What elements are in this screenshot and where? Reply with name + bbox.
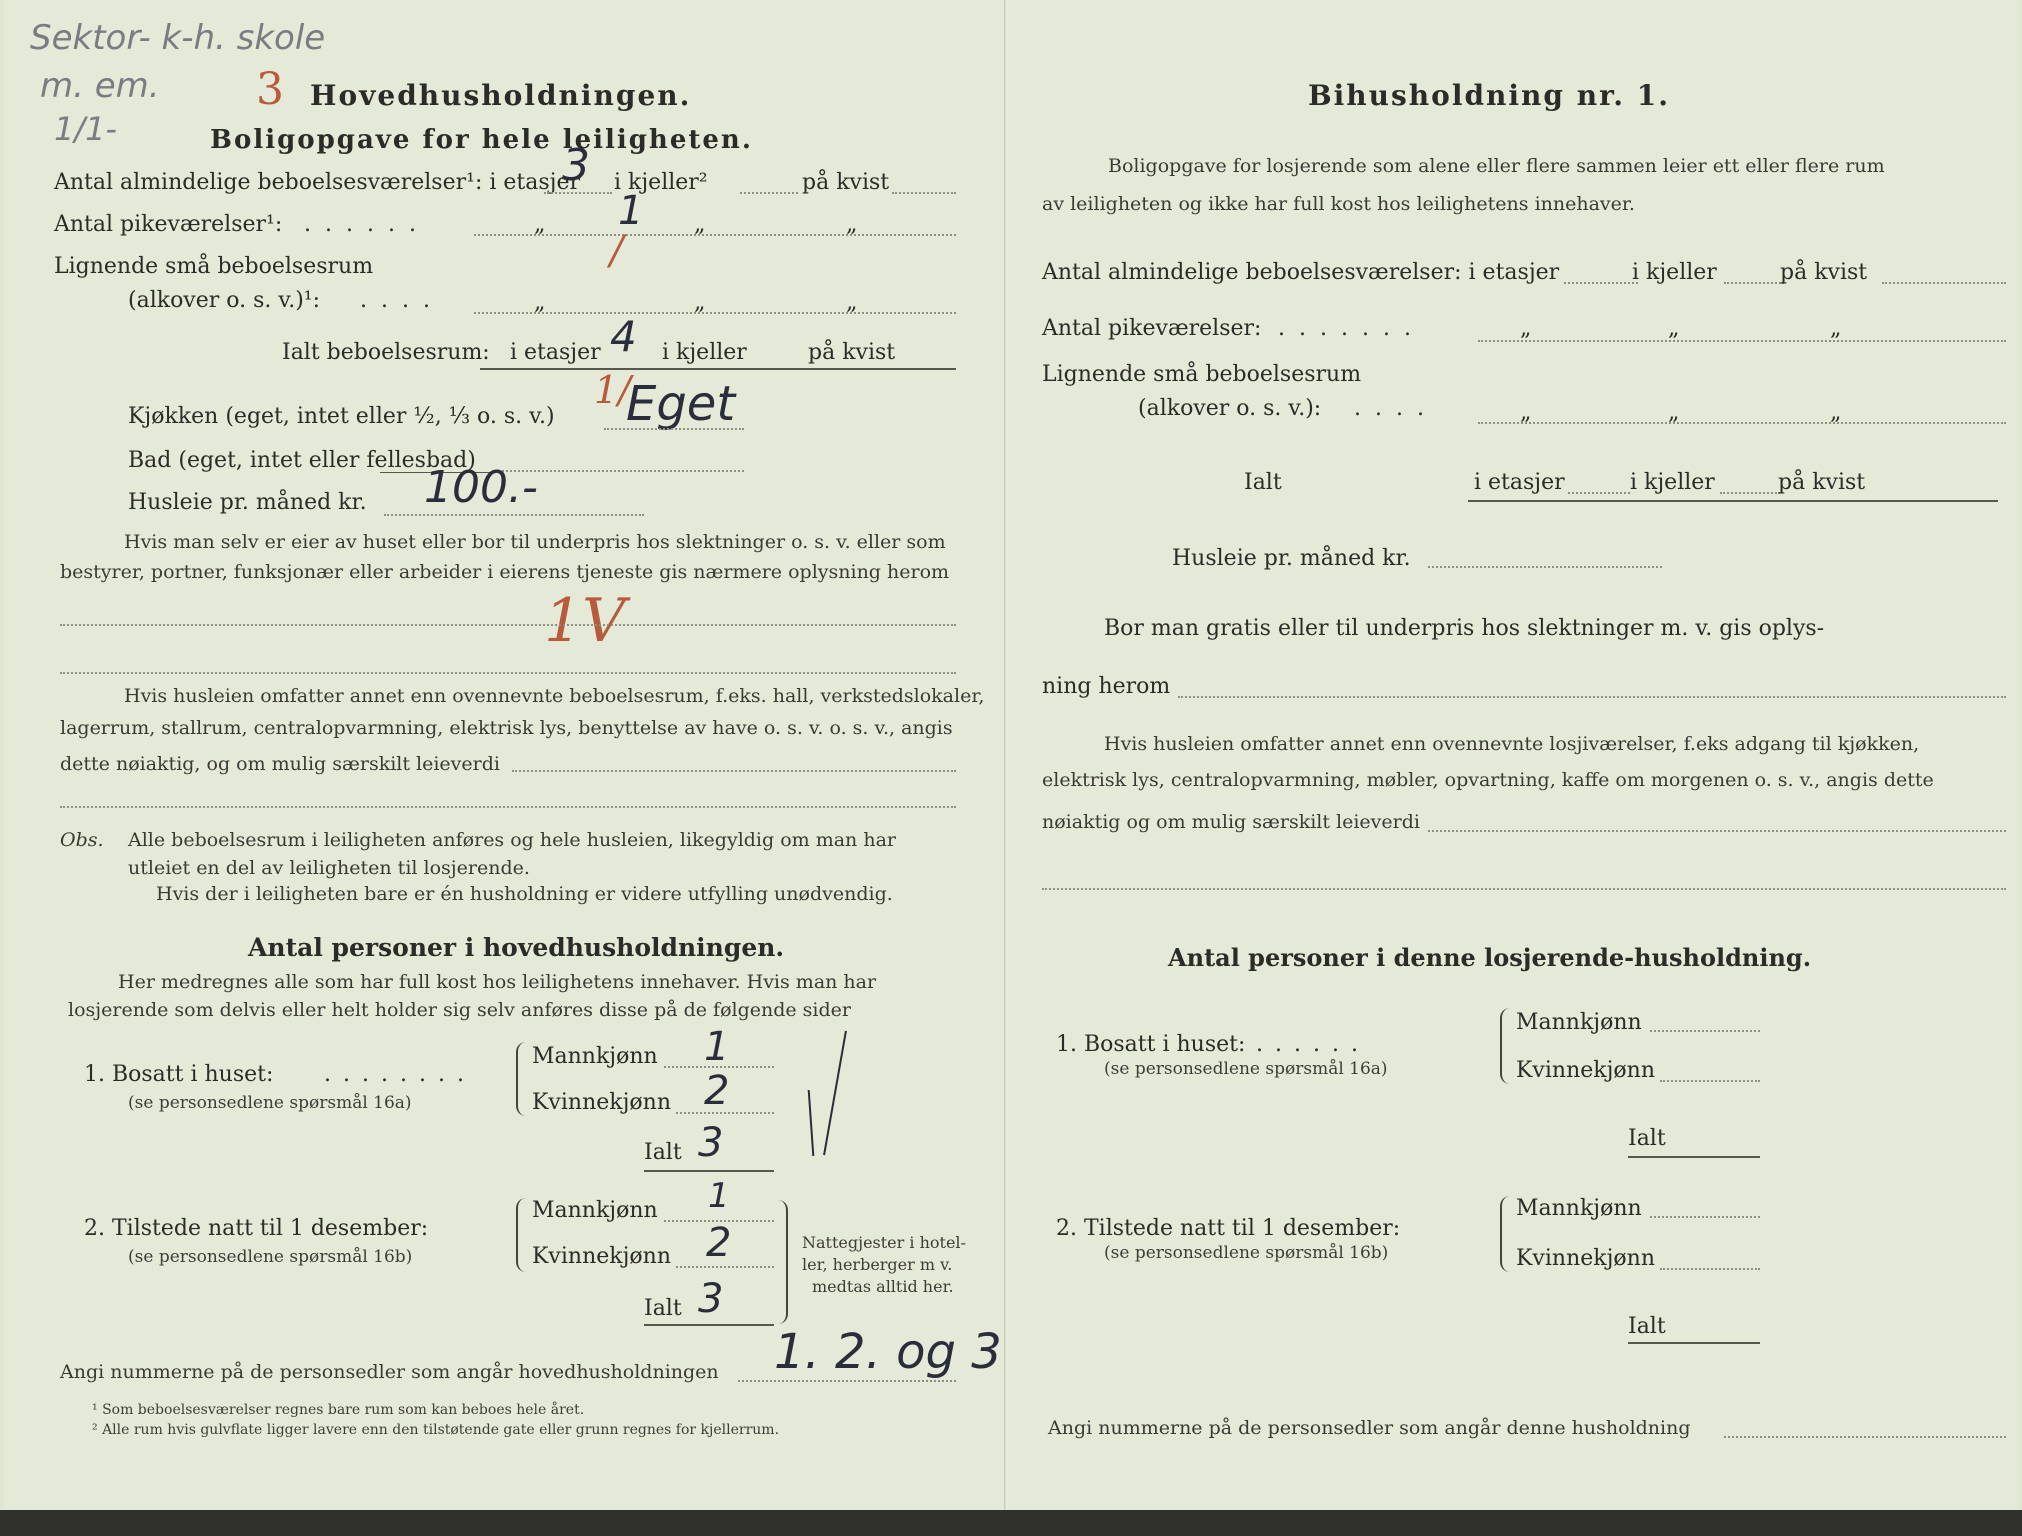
owner-note-line2: bestyrer, portner, funksjonær eller arbeider i eierens tjeneste gis nærmere oplysning herom	[60, 561, 950, 583]
q2-male-value: 1	[708, 1176, 730, 1216]
right-q2-total-label: Ialt	[1628, 1314, 1666, 1339]
right-q2-label: 2. Tilstede natt til 1 desember:	[1056, 1216, 1401, 1241]
right-total-kvist-label: på kvist	[1778, 470, 1866, 495]
right-numbers-label: Angi nummerne på de personsedler som angår denne husholdning	[1048, 1417, 1691, 1439]
right-ordinary-label: Antal almindelige beboelsesværelser: i etasjer	[1042, 260, 1560, 285]
right-includes-line2: elektrisk lys, centralopvarmning, møbler, opvartning, kaffe om morgenen o. s. v., angis dette	[1042, 769, 1934, 791]
guests-note-line3: medtas alltid her.	[812, 1277, 954, 1296]
persons-note-line2: losjerende som delvis eller helt holder sig selv anføres disse på de følgende sider	[68, 999, 851, 1021]
ordinary-rooms-label: Antal almindelige beboelsesværelser¹: i etasjer	[54, 170, 581, 195]
ordinary-kvist-label: på kvist	[802, 170, 890, 195]
q2-total-value: 3	[698, 1276, 724, 1322]
q1-female-value: 2	[704, 1068, 730, 1114]
q2-female-value: 2	[706, 1220, 732, 1266]
left-subtitle: Boligopgave for hele leiligheten.	[210, 125, 753, 155]
q2-label: 2. Tilstede natt til 1 desember:	[84, 1216, 429, 1241]
right-q1-female-label: Kvinnekjønn	[1516, 1058, 1655, 1083]
right-includes-line1: Hvis husleien omfatter annet enn ovennevnte losjiværelser, f.eks adgang til kjøkken,	[1104, 733, 1920, 755]
left-numbers-label: Angi nummerne på de personsedler som angår hovedhusholdningen	[60, 1361, 719, 1383]
right-q2-sub: (se personsedlene spørsmål 16b)	[1104, 1243, 1389, 1263]
maid-rooms-etasjer: 1	[618, 188, 644, 234]
maid-rooms-label: Antal pikeværelser¹:	[54, 212, 283, 237]
q2-male-label: Mannkjønn	[532, 1198, 658, 1223]
owner-note-line1: Hvis man selv er eier av huset eller bor til underpris hos slektninger o. s. v. eller som	[124, 531, 946, 553]
left-persons-title: Antal personer i hovedhusholdningen.	[248, 933, 785, 962]
right-page: Bihusholdning nr. 1. Boligopgave for losjerende som alene eller flere sammen leier ett eller flere rum av leiligheten og ikke har full kost hos leilighetens innehaver. Antal almindelige beboelsesværelser: i etasjer i kjeller på kvist Antal pikeværelser: ....... „ „ „ Lignende små beboelsesrum (alkover o. s. v.): .... „ „ „ Ialt i etasjer i kjeller på kvist Husleie pr. måned kr. Bor man gratis eller til underpris hos slektninger m. v. gis oplys- ning herom Hvis husleien omfatter annet enn ovennevnte losjiværelser, f.eks adgang til kjøkken, elektrisk lys, centralopvarmning, møbler, opvartning, kaffe om morgenen o. s. v., angis dette nøiaktig og om mulig særskilt leieverdi Antal personer i denne losjerende-husholdning. 1. Bosatt i huset: ...... (se personsedlene spørsmål 16a) Mannkjønn Kvinnekjønn Ialt 2. Tilstede natt til 1 desember: (se personsedlene spørsmål 16b) Mannkjønn Kvinnekjønn Ialt Angi nummerne på de personsedler som angår denne husholdning	[1008, 0, 2018, 1510]
right-q1-sub: (se personsedlene spørsmål 16a)	[1104, 1059, 1388, 1079]
ordinary-rooms-etasjer: 3	[562, 140, 590, 191]
margin-note-line3: 1/1-	[54, 110, 118, 148]
footnote-1: ¹ Som beboelsesværelser regnes bare rum som kan beboes hele året.	[92, 1402, 585, 1418]
right-total-label: Ialt	[1244, 470, 1282, 495]
includes-note-line2: lagerrum, stallrum, centralopvarmning, elektrisk lys, benyttelse av have o. s. v. o. s. v., angis	[60, 717, 953, 739]
right-maid-label: Antal pikeværelser:	[1042, 316, 1262, 341]
gratis-note-line1: Bor man gratis eller til underpris hos slektninger m. v. gis oplys-	[1104, 616, 1825, 641]
left-page: Sektor- k-h. skole m. em. 1/1- 3 Hovedhusholdningen. Boligopgave for hele leiligheten. Antal almindelige beboelsesværelser¹: i etasjer 3 i kjeller² på kvist Antal pikeværelser¹: ...... „ 1 „ „ / Lignende små beboelsesrum (alkover o. s. v.)¹: .... „ „ „ Ialt beboelsesrum: i etasjer 4 i kjeller på kvist Kjøkken (eget, intet eller ½, ⅓ o. s. v.) Eget 1/ Bad (eget, intet eller fellesbad) Husleie pr. måned kr. 100.- Hvis man selv er eier av huset eller bor til underpris hos slektninger o. s. v. eller som bestyrer, portner, funksjonær eller arbeider i eierens tjeneste gis nærmere oplysning herom 1V Hvis husleien omfatter annet enn ovennevnte beboelsesrum, f.eks. hall, verkstedslokaler, lagerrum, stallrum, centralopvarmning, elektrisk lys, benyttelse av have o. s. v. o. s. v., angis dette nøiaktig, og om mulig særskilt leieverdi Obs. Alle beboelsesrum i leiligheten anføres og hele husleien, likegyldig om man har utleiet en del av leiligheten til losjerende. Hvis der i leiligheten bare er én husholdning er videre utfylling unødvendig. Antal personer i hovedhusholdningen. Her medregnes alle som har full kost hos leilighetens innehaver. Hvis man har losjerende som delvis eller helt holder sig selv anføres disse på de følgende sider 1. Bosatt i huset: ........ (se personsedlene spørsmål 16a) Mannkjønn 1 Kvinnekjønn 2 Ialt 3 2. Tilstede natt til 1 desember: (se personsedlene spørsmål 16b) Mannkjønn 1 Kvinnekjønn 2 Ialt 3 Nattegjester i hotel- ler, herberger m v. medtas alltid her. Angi nummerne på de personsedler som angår hovedhusholdningen 1. 2. og 3 ¹ Som beboelsesværelser regnes bare rum som kan beboes hele året. ² Alle rum hvis gulvflate ligger lavere enn den tilstøtende gate eller grunn regnes for kjellerrum.	[4, 0, 1006, 1510]
right-q1-total-label: Ialt	[1628, 1126, 1666, 1151]
q1-sub: (se personsedlene spørsmål 16a)	[128, 1093, 412, 1113]
right-similar-label2: (alkover o. s. v.):	[1138, 396, 1322, 421]
total-etasjer-label: i etasjer	[510, 340, 601, 365]
includes-note-line3: dette nøiaktig, og om mulig særskilt leieverdi	[60, 753, 500, 775]
guests-note-line2: ler, herberger m v.	[802, 1255, 953, 1274]
total-kvist-label: på kvist	[808, 340, 896, 365]
right-q1-male-label: Mannkjønn	[1516, 1010, 1642, 1035]
right-intro-line2: av leiligheten og ikke har full kost hos leilighetens innehaver.	[1042, 193, 1635, 215]
right-similar-label1: Lignende små beboelsesrum	[1042, 362, 1362, 387]
kitchen-value: Eget	[626, 376, 736, 432]
right-includes-line3: nøiaktig og om mulig særskilt leieverdi	[1042, 811, 1420, 833]
total-rooms-etasjer: 4	[610, 312, 637, 361]
right-kvist-label: på kvist	[1780, 260, 1868, 285]
right-total-etasjer-label: i etasjer	[1474, 470, 1565, 495]
includes-note-line1: Hvis husleien omfatter annet enn ovennevnte beboelsesrum, f.eks. hall, verkstedslokaler,	[124, 685, 985, 707]
kitchen-label: Kjøkken (eget, intet eller ½, ⅓ o. s. v.)	[128, 404, 555, 429]
scan-background	[0, 1510, 2022, 1536]
right-persons-title: Antal personer i denne losjerende-husholdning.	[1168, 943, 1812, 972]
left-title: Hovedhusholdningen.	[310, 79, 692, 112]
obs-text-line1: Alle beboelsesrum i leiligheten anføres og hele husleien, likegyldig om man har	[128, 829, 896, 851]
right-q2-male-label: Mannkjønn	[1516, 1196, 1642, 1221]
total-kjeller-label: i kjeller	[662, 340, 747, 365]
similar-rooms-label1: Lignende små beboelsesrum	[54, 254, 374, 279]
q1-male-label: Mannkjønn	[532, 1044, 658, 1069]
margin-note-line2: m. em.	[40, 66, 160, 106]
right-rent-label: Husleie pr. måned kr.	[1172, 546, 1411, 571]
q1-label: 1. Bosatt i huset:	[84, 1062, 274, 1087]
q2-sub: (se personsedlene spørsmål 16b)	[128, 1247, 413, 1267]
right-total-kjeller-label: i kjeller	[1630, 470, 1715, 495]
rent-label: Husleie pr. måned kr.	[128, 490, 367, 515]
q1-total-label: Ialt	[644, 1140, 682, 1165]
persons-note-line1: Her medregnes alle som har full kost hos leilighetens innehaver. Hvis man har	[118, 971, 877, 993]
gratis-note-line2: ning herom	[1042, 674, 1171, 699]
guests-note-line1: Nattegjester i hotel-	[802, 1233, 966, 1252]
red-check-mark: /	[610, 228, 624, 274]
q2-female-label: Kvinnekjønn	[532, 1244, 671, 1269]
red-mark: 1V	[544, 586, 626, 656]
right-intro-line1: Boligopgave for losjerende som alene eller flere sammen leier ett eller flere rum	[1108, 155, 1885, 177]
obs-label: Obs.	[60, 829, 104, 851]
right-q2-female-label: Kvinnekjønn	[1516, 1246, 1655, 1271]
right-title: Bihusholdning nr. 1.	[1308, 79, 1670, 112]
total-rooms-label: Ialt beboelsesrum:	[282, 340, 490, 365]
obs-text-line3: Hvis der i leiligheten bare er én husholdning er videre utfylling unødvendig.	[156, 883, 893, 905]
obs-text-line2: utleiet en del av leiligheten til losjerende.	[128, 857, 530, 879]
q2-total-label: Ialt	[644, 1296, 682, 1321]
ordinary-kjeller-label: i kjeller²	[614, 170, 708, 195]
rent-value: 100.-	[424, 462, 538, 513]
q1-female-label: Kvinnekjønn	[532, 1090, 671, 1115]
heading-number: 3	[256, 64, 284, 115]
bath-label: Bad (eget, intet eller fellesbad)	[128, 448, 476, 473]
q1-male-value: 1	[704, 1024, 730, 1070]
margin-note-line1: Sektor- k-h. skole	[30, 18, 326, 58]
q1-total-value: 3	[698, 1120, 724, 1166]
right-q1-label: 1. Bosatt i huset:	[1056, 1032, 1246, 1057]
left-numbers-value: 1. 2. og 3	[774, 1324, 1002, 1380]
right-kjeller-label: i kjeller	[1632, 260, 1717, 285]
footnote-2: ² Alle rum hvis gulvflate ligger lavere enn den tilstøtende gate eller grunn regnes for kjellerrum.	[92, 1422, 780, 1438]
similar-rooms-label2: (alkover o. s. v.)¹:	[128, 288, 321, 313]
